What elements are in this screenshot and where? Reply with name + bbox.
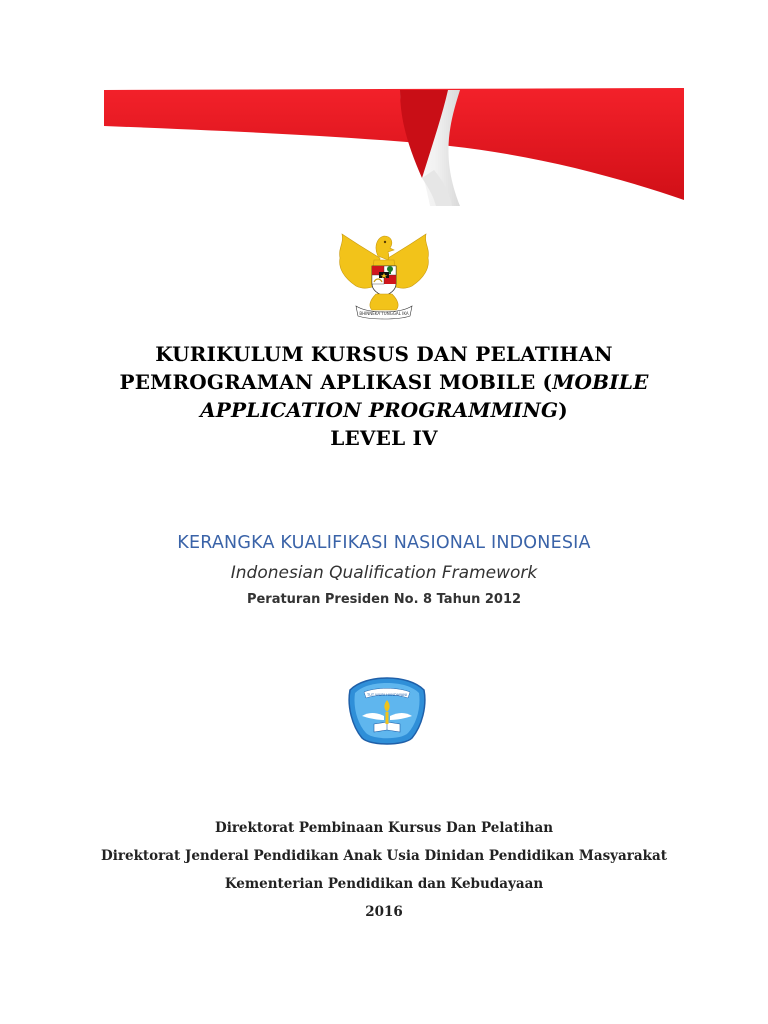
publisher-info xyxy=(0,814,768,926)
qualification-framework-block xyxy=(0,530,768,610)
footer-ministry: Kementerian Pendidikan dan Kebudayaan xyxy=(224,876,544,892)
footer-directorate-general: Direktorat Jenderal Pendidikan Anak Usia Dinidan Pendidikan Masyarakat xyxy=(101,848,667,864)
framework-regulation: Peraturan Presiden No. 8 Tahun 2012 xyxy=(246,592,522,607)
title-line-2: PEMROGRAMAN APLIKASI MOBILE (MOBILE xyxy=(119,370,649,394)
title-line-3: APPLICATION PROGRAMMING) xyxy=(200,398,568,422)
garuda-ribbon-text: BHINNEKA TUNGGAL IKA xyxy=(359,311,409,316)
tutwuri-ribbon-text: TUT WURI HANDAYANI xyxy=(367,693,407,697)
red-wave-banner xyxy=(100,86,684,206)
title-line-4-level: LEVEL IV xyxy=(330,426,438,450)
title-line-1: KURIKULUM KURSUS DAN PELATIHAN xyxy=(155,342,613,366)
footer-year: 2016 xyxy=(365,904,403,920)
document-title xyxy=(0,340,768,452)
framework-subtitle: Indonesian Qualification Framework xyxy=(230,563,538,583)
framework-title: KERANGKA KUALIFIKASI NASIONAL INDONESIA xyxy=(177,533,591,553)
tut-wuri-handayani-logo xyxy=(346,676,428,748)
footer-directorate: Direktorat Pembinaan Kursus Dan Pelatihan xyxy=(214,820,554,836)
garuda-pancasila-emblem xyxy=(334,228,434,320)
